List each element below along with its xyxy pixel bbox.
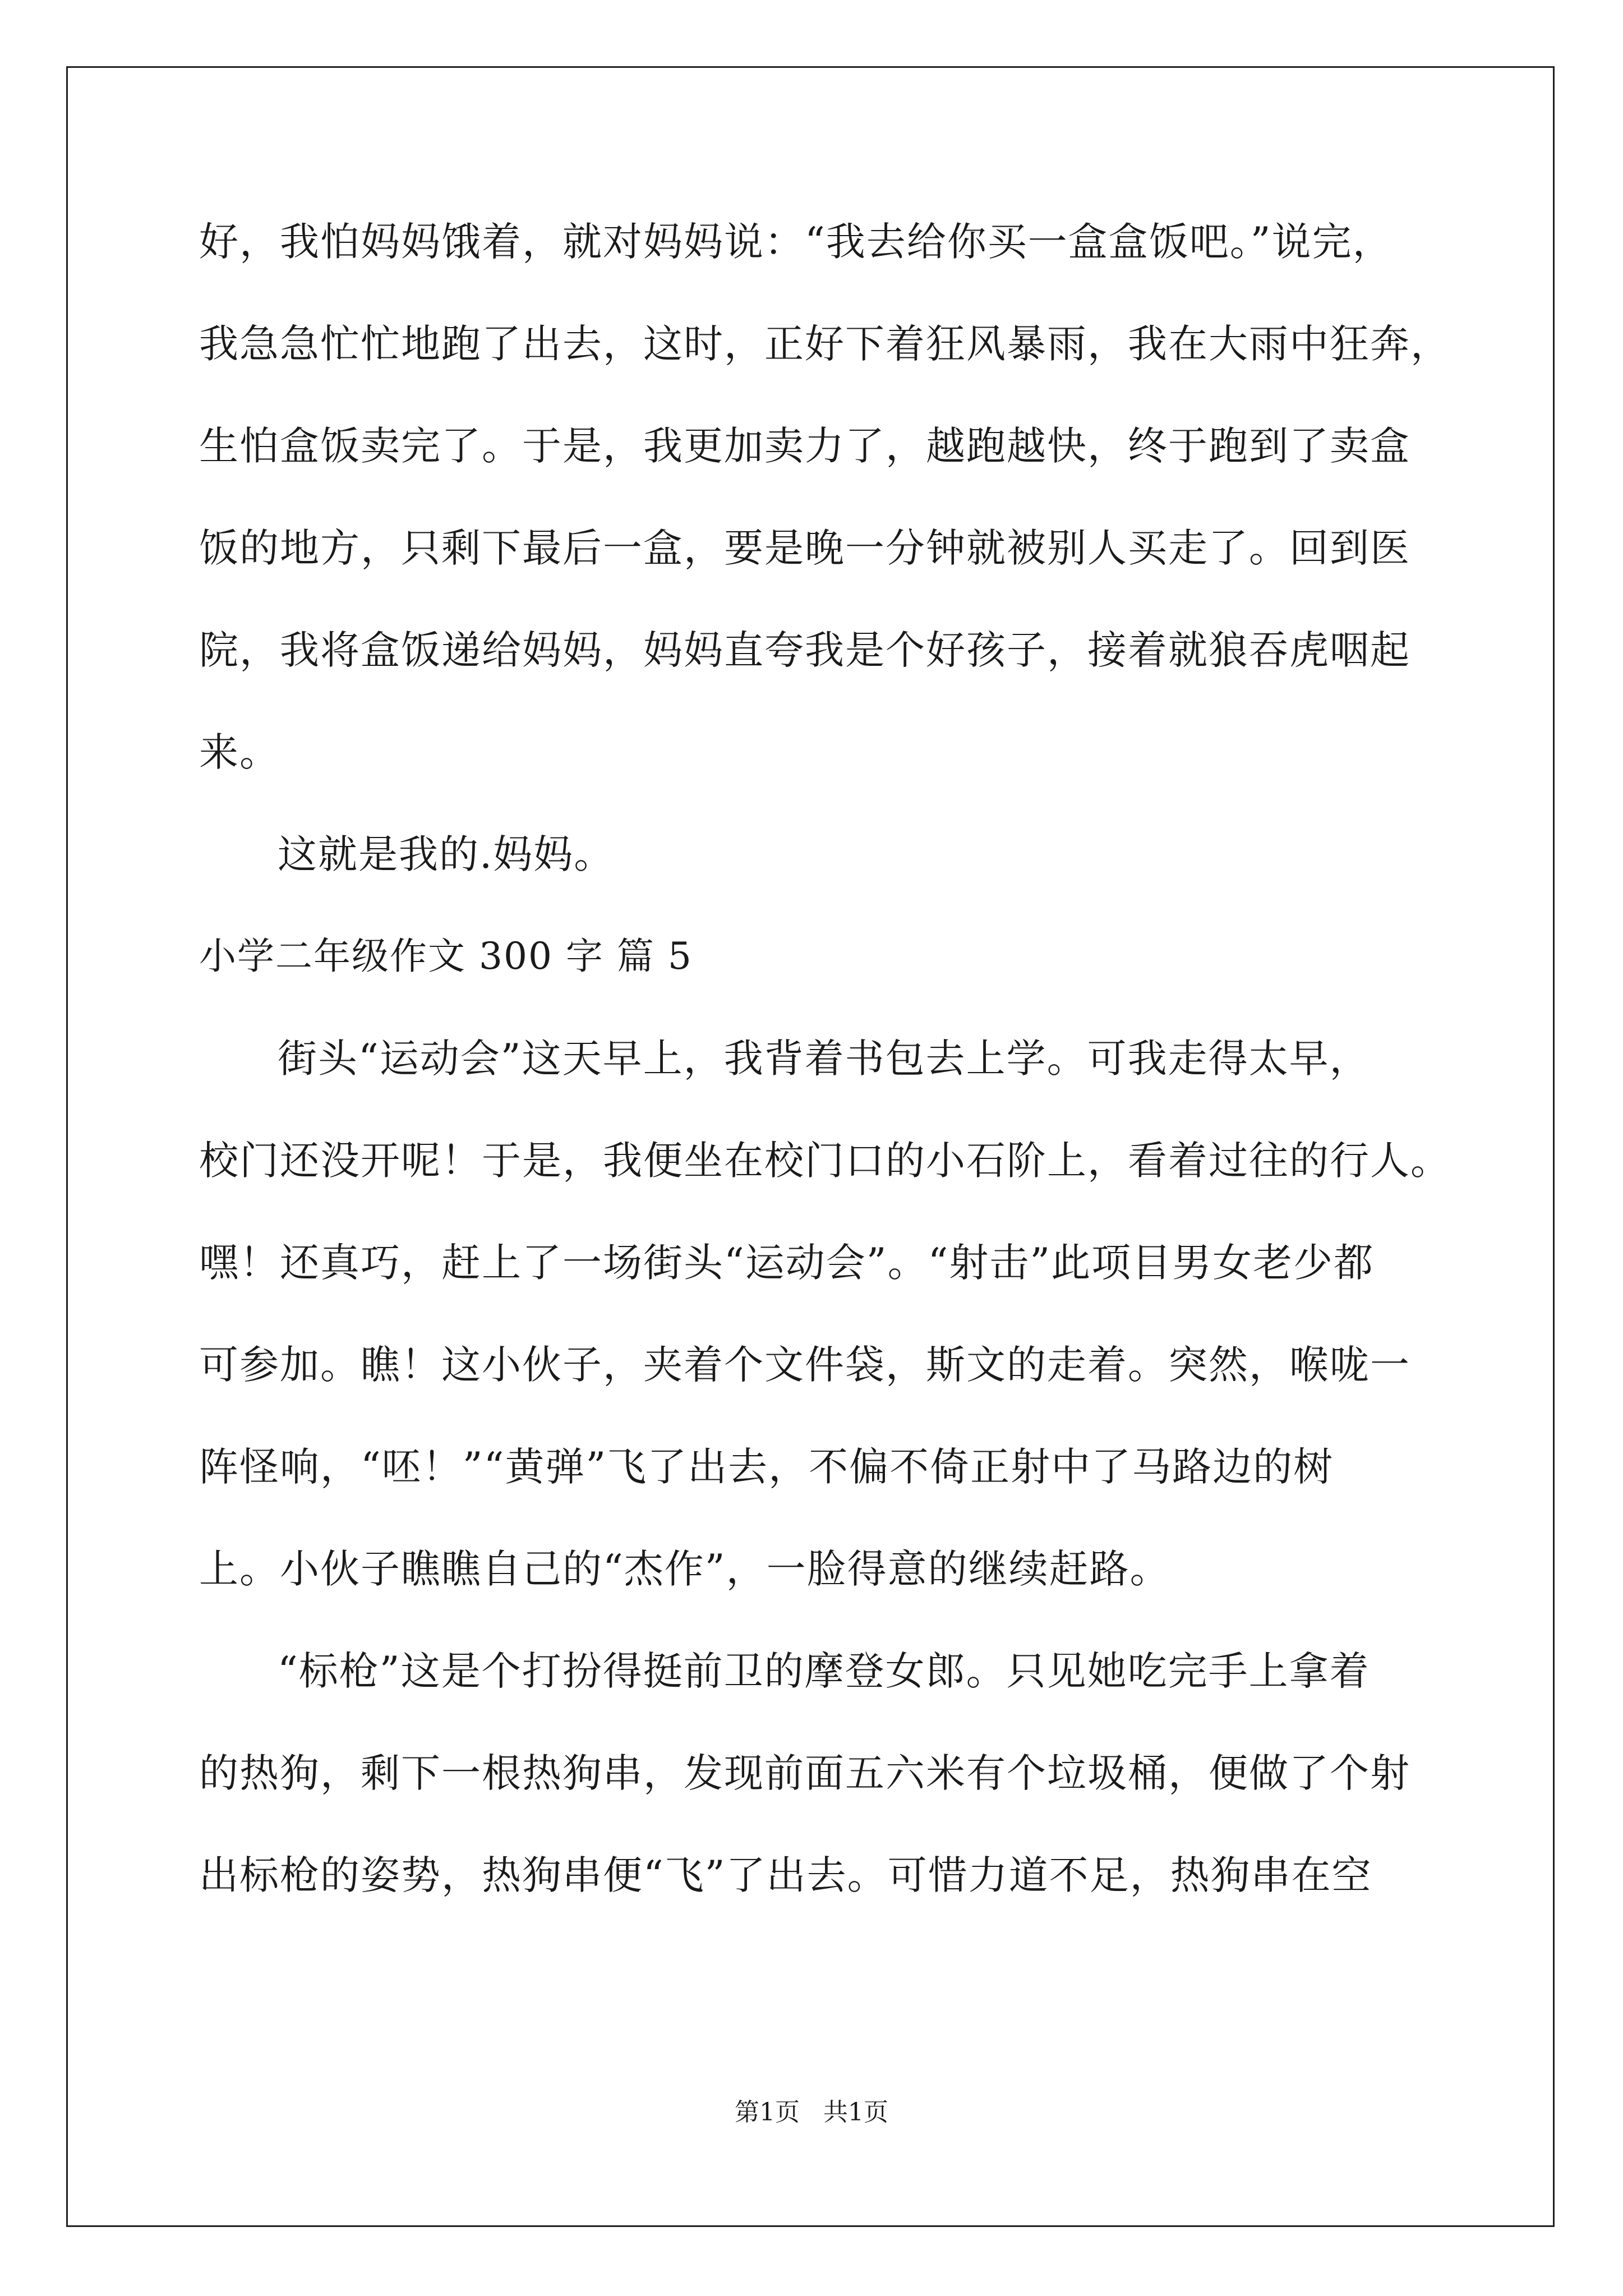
- paragraph-1: [199, 191, 1461, 803]
- text-line: “标枪”这是个打扮得挺前卫的摩登女郎。只见她吃完手上拿着: [278, 1648, 1370, 1694]
- text-line: 出标枪的姿势，热狗串便“飞”了出去。可惜力道不足，热狗串在空: [199, 1852, 1372, 1898]
- section-heading: 小学二年级作文 300 字 篇 5: [199, 935, 693, 978]
- text-line: 饭的地方，只剩下最后一盒，要是晚一分钟就被别人买走了。回到医: [199, 525, 1410, 571]
- text-line: 上。小伙子瞧瞧自己的“杰作”，一脸得意的继续赶路。: [199, 1546, 1170, 1592]
- text-line: 校门还没开呢！于是，我便坐在校门口的小石阶上，看着过往的行人。: [199, 1138, 1451, 1184]
- text-line: 院，我将盒饭递给妈妈，妈妈直夸我是个好孩子，接着就狼吞虎咽起: [199, 627, 1410, 673]
- text-line: 好，我怕妈妈饿着，就对妈妈说：“我去给你买一盒盒饭吧。”说完，: [199, 219, 1393, 265]
- paragraph-2: 这就是我的.妈妈。: [278, 831, 615, 877]
- document-body: [199, 191, 1461, 1926]
- text-line: 我急急忙忙地跑了出去，这时，正好下着狂风暴雨，我在大雨中狂奔，: [199, 321, 1451, 367]
- text-line: 阵怪响，“呸！”“黄弹”飞了出去，不偏不倚正射中了马路边的树: [199, 1444, 1334, 1490]
- text-line: 来。: [199, 729, 280, 775]
- text-line: 的热狗，剩下一根热狗串，发现前面五六米有个垃圾桶，便做了个射: [199, 1750, 1410, 1796]
- text-line: 可参加。瞧！这小伙子，夹着个文件袋，斯文的走着。突然，喉咙一: [199, 1342, 1410, 1388]
- text-line: 生怕盒饭卖完了。于是，我更加卖力了，越跑越快，终于跑到了卖盒: [199, 423, 1410, 469]
- paragraph-3: [199, 1007, 1461, 1620]
- text-line: 嘿！还真巧，赶上了一场街头“运动会”。“射击”此项目男女老少都: [199, 1240, 1375, 1286]
- page-number: 第1页 共1页: [735, 2098, 888, 2127]
- paragraph-4: [199, 1620, 1461, 1926]
- page-footer: [0, 2096, 1623, 2129]
- text-line: 街头“运动会”这天早上，我背着书包去上学。可我走得太早，: [278, 1036, 1370, 1082]
